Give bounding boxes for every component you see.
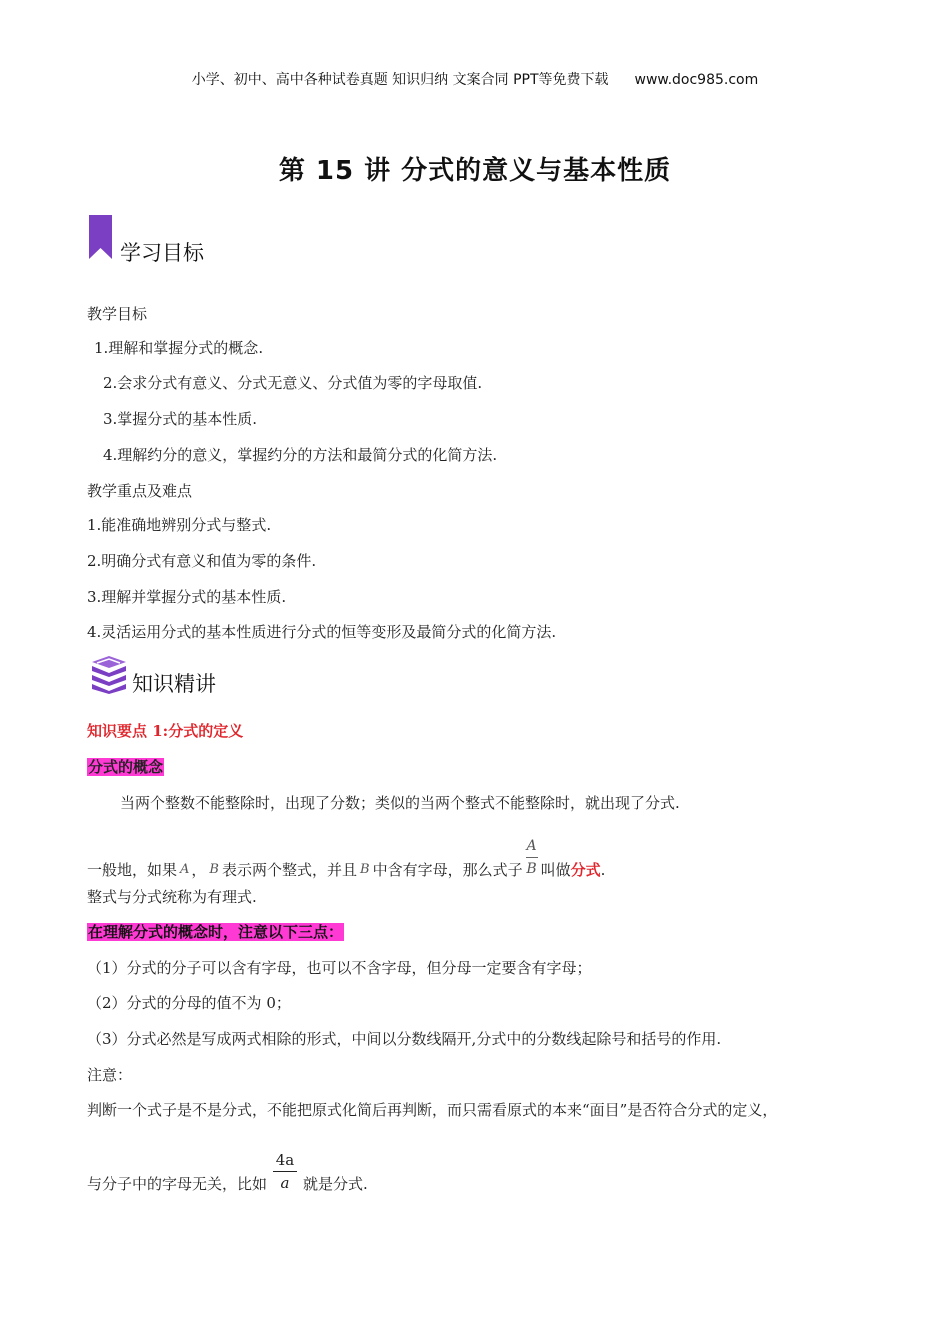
section-title-knowledge: 知识精讲 <box>132 672 216 696</box>
fraction-denominator: a <box>280 1174 290 1192</box>
key-item: 1.能准确地辨别分式与整式. <box>87 516 272 534</box>
attention-label: 注意： <box>87 1066 133 1084</box>
bookmark-icon <box>89 215 112 259</box>
books-stack-icon <box>89 656 129 694</box>
section-title-goals: 学习目标 <box>120 241 204 265</box>
key-item: 2.明确分式有意义和值为零的条件. <box>87 552 317 570</box>
paragraph: 当两个整数不能整除时，出现了分数；类似的当两个整式不能整除时，就出现了分式. <box>120 794 680 812</box>
key-heading: 教学重点及难点 <box>87 482 193 500</box>
example-text: 就是分式. <box>303 1175 368 1193</box>
goal-item: 3.掌握分式的基本性质. <box>103 410 258 428</box>
page-title: 第 15 讲 分式的意义与基本性质 <box>278 156 672 186</box>
def-comma: ， <box>191 861 207 879</box>
header-text: 小学、初中、高中各种试卷真题 知识归纳 文案合同 PPT等免费下载 <box>191 72 609 88</box>
key-item: 3.理解并掌握分式的基本性质. <box>87 588 287 606</box>
goals-heading: 教学目标 <box>87 305 148 323</box>
goal-item: 4.理解约分的意义，掌握约分的方法和最简分式的化简方法. <box>103 446 498 464</box>
var-b: B <box>209 862 219 877</box>
concept-label: 分式的概念 <box>88 758 164 776</box>
fraction-4a-over-a <box>273 1151 297 1192</box>
page-header <box>0 69 950 89</box>
definition-line <box>87 829 605 879</box>
note-item: （2）分式的分母的值不为 0； <box>87 994 291 1012</box>
note-item: （3）分式必然是写成两式相除的形式，中间以分数线隔开,分式中的分数线起除号和括号的作用. <box>87 1030 722 1048</box>
header-url[interactable]: www.doc985.com <box>634 72 759 88</box>
notice-label-wrap <box>87 923 344 941</box>
def-text: 叫做 <box>540 861 571 879</box>
def-text: 表示两个整式，并且 <box>221 861 357 879</box>
fraction-bar <box>273 1171 297 1172</box>
term-fraction: 分式 <box>570 861 601 879</box>
def-text: 一般地，如果 <box>87 861 178 879</box>
var-a: A <box>180 862 190 877</box>
fraction-numerator: A <box>526 838 537 854</box>
goal-item: 1.理解和掌握分式的概念. <box>94 339 264 357</box>
note-item: （1）分式的分子可以含有字母，也可以不含字母，但分母一定要含有字母； <box>87 959 592 977</box>
notice-label: 在理解分式的概念时，注意以下三点： <box>88 923 344 941</box>
example-text: 与分子中的字母无关，比如 <box>87 1175 268 1193</box>
def-end: . <box>600 861 606 879</box>
concept-label-wrap <box>87 758 164 776</box>
fraction-denominator: B <box>526 861 537 877</box>
knowledge-point-title: 知识要点 1:分式的定义 <box>87 722 244 740</box>
fraction-a-over-b <box>526 838 538 877</box>
paragraph: 判断一个式子是不是分式，不能把原式化简后再判断，而只需看原式的本来“面目”是否符合分式的定义， <box>87 1101 778 1119</box>
var-b: B <box>360 862 370 877</box>
paragraph: 整式与分式统称为有理式. <box>87 888 257 906</box>
key-item: 4.灵活运用分式的基本性质进行分式的恒等变形及最简分式的化简方法. <box>87 623 557 641</box>
def-text: 中含有字母，那么式子 <box>372 861 523 879</box>
fraction-bar <box>526 857 538 858</box>
goal-item: 2.会求分式有意义、分式无意义、分式值为零的字母取值. <box>103 374 483 392</box>
example-line <box>87 1145 368 1193</box>
fraction-numerator: 4a <box>275 1151 295 1169</box>
